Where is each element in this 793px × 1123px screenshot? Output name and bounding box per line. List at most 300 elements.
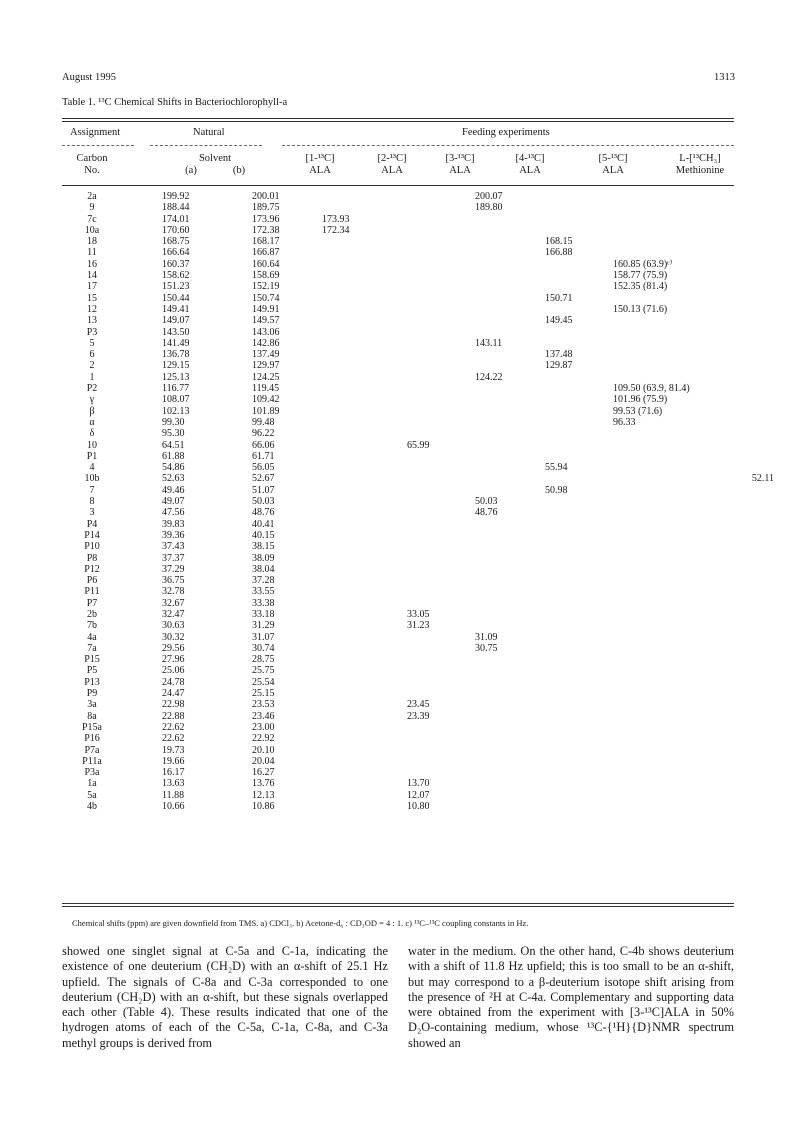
cell-1-13c-ala: 173.93	[322, 213, 350, 225]
table-row	[62, 507, 774, 518]
cell-2-13c-ala	[407, 586, 475, 597]
table-row	[62, 598, 774, 609]
cell-5-13c-ala	[613, 327, 708, 338]
cell-5-13c-ala	[613, 711, 708, 722]
group-header-assignment: Assignment	[70, 127, 121, 138]
cell-methionine	[708, 440, 774, 451]
cell-methionine	[708, 406, 774, 417]
cell-solvent-a: 24.78	[162, 676, 185, 688]
cell-4-13c-ala: 149.45	[545, 315, 573, 327]
cell-carbon-no: 13	[87, 315, 97, 327]
cell-carbon-no: 4a	[87, 631, 97, 643]
cell-3-13c-ala	[475, 620, 545, 631]
table-row	[62, 519, 774, 530]
cell-solvent-a: 39.36	[162, 529, 185, 541]
cell-methionine	[708, 609, 774, 620]
cell-methionine	[708, 677, 774, 688]
cell-3-13c-ala	[475, 733, 545, 744]
table-row	[62, 722, 774, 733]
cell-carbon-no: P9	[86, 688, 98, 700]
cell-1-13c-ala	[322, 191, 407, 202]
cell-solvent-b: 173.96	[252, 213, 280, 225]
cell-carbon-no: P8	[86, 552, 98, 564]
cell-solvent-a: 158.62	[162, 270, 190, 282]
cell-4-13c-ala: 137.48	[545, 349, 573, 361]
table-row	[62, 372, 774, 383]
cell-solvent-b: 23.46	[252, 710, 275, 722]
cell-solvent-a: 36.75	[162, 575, 185, 587]
cell-solvent-b: 124.25	[252, 371, 280, 383]
cell-methionine	[708, 451, 774, 462]
cell-3-13c-ala	[475, 722, 545, 733]
cell-4-13c-ala	[545, 270, 613, 281]
cell-2-13c-ala	[407, 225, 475, 236]
cell-5-13c-ala	[613, 247, 708, 258]
cell-3-13c-ala	[475, 304, 545, 315]
cell-carbon-no: P14	[84, 529, 100, 541]
cell-3-13c-ala	[475, 665, 545, 676]
cell-solvent-a: 22.88	[162, 710, 185, 722]
cell-solvent-b: 12.13	[252, 789, 275, 801]
table-row	[62, 541, 774, 552]
cell-2-13c-ala	[407, 247, 475, 258]
cell-3-13c-ala	[475, 745, 545, 756]
cell-5-13c-ala	[613, 745, 708, 756]
table-row	[62, 417, 774, 428]
table-row	[62, 733, 774, 744]
cell-1-13c-ala	[322, 790, 407, 801]
cell-3-13c-ala	[475, 688, 545, 699]
cell-solvent-b: 20.10	[252, 744, 275, 756]
table-row	[62, 259, 774, 270]
column-header-a: (a)	[185, 165, 197, 176]
column-header-4-13c-ala	[500, 153, 560, 177]
cell-solvent-a: 30.32	[162, 631, 185, 643]
cell-methionine	[708, 462, 774, 473]
cell-4-13c-ala	[545, 778, 613, 789]
table-row	[62, 451, 774, 462]
cell-carbon-no: P13	[84, 676, 100, 688]
cell-solvent-b: 66.06	[252, 439, 275, 451]
cell-2-13c-ala	[407, 756, 475, 767]
cell-carbon-no: 1a	[87, 778, 97, 790]
cell-1-13c-ala	[322, 247, 407, 258]
column-header-6-sub: Methionine	[675, 165, 725, 176]
cell-solvent-a: 166.64	[162, 247, 190, 259]
table-row	[62, 665, 774, 676]
cell-5-13c-ala: 150.13 (71.6)	[613, 303, 668, 315]
cell-4-13c-ala: 166.88	[545, 247, 573, 259]
cell-2-13c-ala	[407, 338, 475, 349]
cell-carbon-no: 7a	[87, 642, 97, 654]
cell-solvent-a: 22.62	[162, 733, 185, 745]
cell-5-13c-ala	[613, 236, 708, 247]
subrule-natural	[150, 145, 262, 146]
cell-solvent-b: 30.74	[252, 642, 275, 654]
cell-4-13c-ala	[545, 473, 613, 484]
cell-carbon-no: 1	[89, 371, 95, 383]
cell-solvent-a: 32.78	[162, 586, 185, 598]
cell-carbon-no: 2	[89, 360, 95, 372]
cell-4-13c-ala	[545, 598, 613, 609]
cell-solvent-b: 20.04	[252, 755, 275, 767]
cell-solvent-b: 25.54	[252, 676, 275, 688]
cell-solvent-a: 52.63	[162, 473, 185, 485]
table-row	[62, 214, 774, 225]
cell-3-13c-ala	[475, 530, 545, 541]
cell-1-13c-ala	[322, 609, 407, 620]
cell-5-13c-ala	[613, 586, 708, 597]
table-footnote: Chemical shifts (ppm) are given downfield from TMS. a) CDCl₃. b) Acetone-d₆ : CD₃OD = 4 : 1. c) ¹³C–¹³C coupling constants in Hz.	[72, 918, 529, 928]
table-row	[62, 338, 774, 349]
table-row	[62, 360, 774, 371]
table-row	[62, 553, 774, 564]
cell-solvent-b: 142.86	[252, 337, 280, 349]
cell-methionine	[708, 360, 774, 371]
cell-3-13c-ala	[475, 767, 545, 778]
cell-carbon-no: 2b	[87, 608, 97, 620]
cell-1-13c-ala	[322, 654, 407, 665]
cell-solvent-b: 23.00	[252, 721, 275, 733]
cell-methionine	[708, 259, 774, 270]
column-header-1-label: [1-¹³C]	[305, 153, 335, 164]
cell-4-13c-ala	[545, 654, 613, 665]
cell-4-13c-ala: 55.94	[545, 462, 568, 474]
column-header-5-sub: ALA	[602, 165, 624, 176]
cell-carbon-no: α	[89, 416, 95, 428]
cell-carbon-no: 10b	[84, 473, 100, 485]
column-header-solvent-ab	[160, 165, 270, 177]
cell-carbon-no: P3	[86, 326, 98, 338]
cell-methionine	[708, 598, 774, 609]
cell-4-13c-ala	[545, 564, 613, 575]
cell-solvent-a: 174.01	[162, 213, 190, 225]
cell-1-13c-ala	[322, 304, 407, 315]
cell-solvent-b: 28.75	[252, 654, 275, 666]
cell-3-13c-ala	[475, 383, 545, 394]
cell-5-13c-ala: 101.96 (75.9)	[613, 394, 668, 406]
body-text-right-column: water in the medium. On the other hand, C-4b shows deuterium with a shift of 11.8 Hz upfield; this is too small to be an α-shift, but may correspond to a β-deuterium isotope shift arising from the presence of ²H at C-4a. Complementary and supporting data were obtained from the experiment with [3-¹³C]ALA in 50% D₂O-containing medium, whose ¹³C-{¹H}{D}NMR spectrum showed an	[408, 944, 734, 1050]
cell-carbon-no: P5	[86, 665, 98, 677]
cell-1-13c-ala	[322, 360, 407, 371]
cell-4-13c-ala	[545, 281, 613, 292]
subrule-feeding	[282, 145, 734, 146]
cell-3-13c-ala	[475, 259, 545, 270]
cell-1-13c-ala	[322, 598, 407, 609]
cell-2-13c-ala	[407, 553, 475, 564]
cell-methionine	[708, 530, 774, 541]
cell-solvent-b: 52.67	[252, 473, 275, 485]
cell-methionine	[708, 507, 774, 518]
cell-solvent-a: 24.47	[162, 688, 185, 700]
cell-solvent-b: 61.71	[252, 450, 275, 462]
cell-solvent-b: 23.53	[252, 699, 275, 711]
cell-2-13c-ala	[407, 677, 475, 688]
cell-3-13c-ala	[475, 790, 545, 801]
cell-4-13c-ala: 50.98	[545, 484, 568, 496]
cell-4-13c-ala	[545, 225, 613, 236]
cell-2-13c-ala	[407, 304, 475, 315]
cell-5-13c-ala	[613, 733, 708, 744]
cell-solvent-b: 160.64	[252, 258, 280, 270]
cell-2-13c-ala: 13.70	[407, 778, 430, 790]
cell-3-13c-ala	[475, 462, 545, 473]
cell-5-13c-ala	[613, 349, 708, 360]
cell-4-13c-ala	[545, 632, 613, 643]
cell-solvent-b: 152.19	[252, 281, 280, 293]
cell-3-13c-ala	[475, 575, 545, 586]
table-row	[62, 586, 774, 597]
table-bottom-rule-2	[62, 906, 734, 907]
cell-1-13c-ala	[322, 327, 407, 338]
cell-5-13c-ala	[613, 778, 708, 789]
cell-5-13c-ala	[613, 665, 708, 676]
cell-carbon-no: P11a	[82, 755, 102, 767]
cell-1-13c-ala	[322, 406, 407, 417]
cell-solvent-a: 29.56	[162, 642, 185, 654]
cell-solvent-b: 31.07	[252, 631, 275, 643]
cell-methionine	[708, 722, 774, 733]
table-row	[62, 778, 774, 789]
cell-1-13c-ala	[322, 485, 407, 496]
table-row	[62, 383, 774, 394]
cell-1-13c-ala	[322, 756, 407, 767]
cell-carbon-no: 10	[87, 439, 97, 451]
cell-5-13c-ala	[613, 191, 708, 202]
cell-3-13c-ala	[475, 315, 545, 326]
cell-solvent-a: 95.30	[162, 428, 185, 440]
cell-5-13c-ala	[613, 372, 708, 383]
cell-3-13c-ala: 50.03	[475, 496, 498, 508]
column-header-no-label: No.	[84, 165, 100, 176]
cell-solvent-b: 33.38	[252, 597, 275, 609]
cell-5-13c-ala	[613, 315, 708, 326]
cell-methionine: 52.11	[751, 473, 774, 485]
cell-3-13c-ala	[475, 327, 545, 338]
cell-solvent-a: 149.07	[162, 315, 190, 327]
cell-carbon-no: 5a	[87, 789, 97, 801]
cell-solvent-a: 116.77	[162, 383, 190, 395]
cell-1-13c-ala	[322, 519, 407, 530]
cell-5-13c-ala	[613, 440, 708, 451]
cell-solvent-a: 30.63	[162, 620, 185, 632]
cell-1-13c-ala	[322, 473, 407, 484]
cell-2-13c-ala	[407, 315, 475, 326]
cell-3-13c-ala	[475, 519, 545, 530]
cell-carbon-no: P7a	[84, 744, 100, 756]
cell-5-13c-ala	[613, 496, 708, 507]
cell-methionine	[708, 338, 774, 349]
cell-1-13c-ala	[322, 349, 407, 360]
cell-solvent-b: 149.91	[252, 303, 280, 315]
cell-3-13c-ala	[475, 677, 545, 688]
cell-methionine	[708, 327, 774, 338]
cell-solvent-a: 27.96	[162, 654, 185, 666]
cell-2-13c-ala	[407, 428, 475, 439]
cell-4-13c-ala	[545, 722, 613, 733]
table-row	[62, 711, 774, 722]
cell-1-13c-ala	[322, 575, 407, 586]
cell-carbon-no: 5	[89, 337, 95, 349]
cell-4-13c-ala	[545, 451, 613, 462]
column-header-5-label: [5-¹³C]	[598, 153, 628, 164]
cell-5-13c-ala	[613, 632, 708, 643]
cell-4-13c-ala	[545, 259, 613, 270]
cell-solvent-b: 158.69	[252, 270, 280, 282]
cell-methionine	[708, 417, 774, 428]
group-header-feeding: Feeding experiments	[462, 127, 550, 138]
cell-methionine	[708, 801, 774, 812]
cell-5-13c-ala: 99.53 (71.6)	[613, 405, 663, 417]
cell-2-13c-ala	[407, 722, 475, 733]
cell-2-13c-ala	[407, 564, 475, 575]
cell-solvent-a: 160.37	[162, 258, 190, 270]
table-row	[62, 620, 774, 631]
cell-1-13c-ala	[322, 507, 407, 518]
cell-solvent-a: 37.29	[162, 563, 185, 575]
cell-2-13c-ala	[407, 507, 475, 518]
cell-5-13c-ala	[613, 553, 708, 564]
cell-methionine	[708, 643, 774, 654]
table-row	[62, 428, 774, 439]
cell-1-13c-ala	[322, 699, 407, 710]
cell-solvent-b: 200.01	[252, 191, 280, 202]
cell-5-13c-ala	[613, 473, 708, 484]
cell-5-13c-ala: 158.77 (75.9)	[613, 270, 668, 282]
cell-2-13c-ala	[407, 349, 475, 360]
cell-5-13c-ala: 152.35 (81.4)	[613, 281, 668, 293]
cell-1-13c-ala	[322, 711, 407, 722]
cell-4-13c-ala	[545, 665, 613, 676]
cell-2-13c-ala	[407, 496, 475, 507]
cell-5-13c-ala	[613, 564, 708, 575]
cell-solvent-a: 10.66	[162, 801, 185, 813]
cell-4-13c-ala	[545, 440, 613, 451]
cell-methionine	[708, 225, 774, 236]
table-row	[62, 609, 774, 620]
cell-4-13c-ala	[545, 586, 613, 597]
cell-methionine	[708, 575, 774, 586]
cell-solvent-b: 129.97	[252, 360, 280, 372]
cell-solvent-a: 22.98	[162, 699, 185, 711]
cell-5-13c-ala	[613, 428, 708, 439]
cell-solvent-a: 37.43	[162, 541, 185, 553]
cell-2-13c-ala	[407, 202, 475, 213]
cell-2-13c-ala: 10.80	[407, 801, 430, 813]
cell-solvent-b: 150.74	[252, 292, 280, 304]
cell-carbon-no: 2a	[87, 191, 97, 202]
cell-solvent-a: 37.37	[162, 552, 185, 564]
cell-methionine	[708, 711, 774, 722]
cell-3-13c-ala	[475, 428, 545, 439]
cell-2-13c-ala: 33.05	[407, 608, 430, 620]
cell-carbon-no: P6	[86, 575, 98, 587]
cell-methionine	[708, 519, 774, 530]
cell-solvent-a: 108.07	[162, 394, 190, 406]
cell-solvent-b: 99.48	[252, 416, 275, 428]
cell-2-13c-ala	[407, 327, 475, 338]
table-caption: Table 1. ¹³C Chemical Shifts in Bacteriochlorophyll-a	[62, 97, 288, 108]
cell-solvent-a: 61.88	[162, 450, 185, 462]
cell-carbon-no: 6	[89, 349, 95, 361]
cell-1-13c-ala	[322, 541, 407, 552]
column-header-2-label: [2-¹³C]	[377, 153, 407, 164]
cell-solvent-b: 96.22	[252, 428, 275, 440]
table-row	[62, 406, 774, 417]
cell-5-13c-ala	[613, 699, 708, 710]
cell-4-13c-ala	[545, 417, 613, 428]
cell-solvent-b: 143.06	[252, 326, 280, 338]
cell-carbon-no: 7	[89, 484, 95, 496]
cell-5-13c-ala	[613, 767, 708, 778]
cell-carbon-no: P7	[86, 597, 98, 609]
table-row	[62, 496, 774, 507]
cell-solvent-b: 172.38	[252, 224, 280, 236]
cell-2-13c-ala	[407, 530, 475, 541]
cell-4-13c-ala	[545, 214, 613, 225]
table-row	[62, 270, 774, 281]
cell-3-13c-ala	[475, 225, 545, 236]
column-header-2-sub: ALA	[381, 165, 403, 176]
cell-5-13c-ala	[613, 214, 708, 225]
cell-5-13c-ala	[613, 485, 708, 496]
cell-solvent-a: 22.62	[162, 721, 185, 733]
cell-4-13c-ala	[545, 575, 613, 586]
table-row	[62, 677, 774, 688]
cell-methionine	[708, 236, 774, 247]
cell-2-13c-ala	[407, 383, 475, 394]
cell-methionine	[708, 315, 774, 326]
cell-5-13c-ala	[613, 801, 708, 812]
table-row	[62, 575, 774, 586]
cell-5-13c-ala	[613, 462, 708, 473]
cell-3-13c-ala	[475, 598, 545, 609]
cell-2-13c-ala	[407, 214, 475, 225]
cell-3-13c-ala	[475, 473, 545, 484]
cell-4-13c-ala	[545, 620, 613, 631]
cell-2-13c-ala	[407, 462, 475, 473]
cell-solvent-b: 109.42	[252, 394, 280, 406]
cell-5-13c-ala	[613, 293, 708, 304]
cell-solvent-b: 25.75	[252, 665, 275, 677]
cell-methionine	[708, 745, 774, 756]
cell-2-13c-ala	[407, 293, 475, 304]
cell-1-13c-ala	[322, 417, 407, 428]
cell-carbon-no: P3a	[84, 767, 100, 779]
cell-1-13c-ala	[322, 394, 407, 405]
cell-4-13c-ala	[545, 394, 613, 405]
cell-3-13c-ala	[475, 564, 545, 575]
table-row	[62, 293, 774, 304]
cell-4-13c-ala	[545, 428, 613, 439]
cell-methionine	[708, 553, 774, 564]
cell-solvent-a: 102.13	[162, 405, 190, 417]
cell-3-13c-ala	[475, 586, 545, 597]
cell-4-13c-ala	[545, 756, 613, 767]
table-row	[62, 688, 774, 699]
chemical-shift-table	[62, 191, 774, 812]
cell-solvent-a: 149.41	[162, 303, 190, 315]
cell-solvent-a: 54.86	[162, 462, 185, 474]
cell-4-13c-ala: 129.87	[545, 360, 573, 372]
cell-solvent-b: 189.75	[252, 202, 280, 214]
cell-solvent-a: 47.56	[162, 507, 185, 519]
cell-5-13c-ala	[613, 575, 708, 586]
cell-5-13c-ala	[613, 620, 708, 631]
cell-2-13c-ala	[407, 259, 475, 270]
cell-2-13c-ala	[407, 406, 475, 417]
subrule-assignment	[62, 145, 134, 146]
